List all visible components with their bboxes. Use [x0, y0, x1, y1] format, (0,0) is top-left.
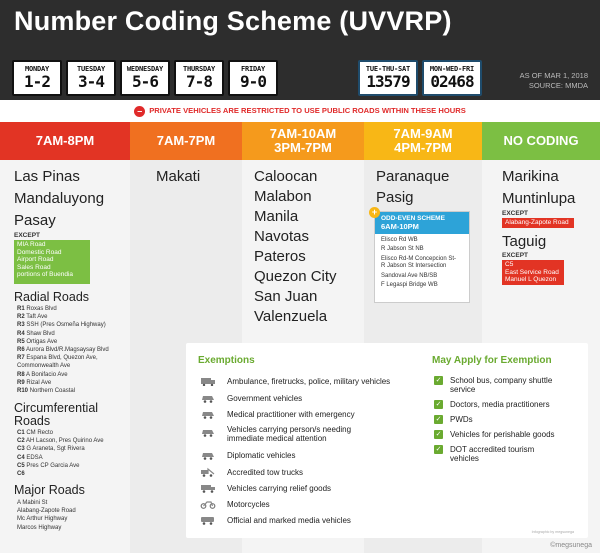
- except-label: EXCEPT: [502, 252, 529, 259]
- except-label: EXCEPT: [502, 210, 529, 217]
- major-roads-list: [17, 499, 76, 532]
- road-item: [17, 305, 109, 313]
- exemption-item: Medical practitioner with emergency: [227, 410, 355, 419]
- city: Makati: [156, 168, 201, 185]
- road-code: R6: [17, 347, 25, 354]
- exemptions-title: Exemptions: [198, 355, 255, 366]
- road-code: C2: [17, 438, 25, 445]
- plate-tuesday: [66, 60, 116, 96]
- source-note: Infographic by megsunega: [531, 530, 574, 534]
- road-item: [17, 354, 109, 362]
- warning-text: PRIVATE VEHICLES ARE RESTRICTED TO USE PUBLIC ROADS WITHIN THESE HOURS: [149, 106, 466, 115]
- plate-day: WEDNESDAY: [126, 65, 164, 73]
- check-icon: ✓: [435, 377, 442, 384]
- city: Quezon City: [254, 268, 337, 285]
- column-header: [242, 122, 364, 160]
- road-item: [17, 313, 109, 321]
- road-item: [17, 387, 109, 395]
- plate-day: TUESDAY: [76, 65, 106, 73]
- exemption-item: Motorcycles: [227, 500, 270, 509]
- column-header: [482, 122, 600, 160]
- government-car-icon: [200, 393, 216, 403]
- road-item: [17, 321, 109, 329]
- odd-even-road-line: Elisco Rd-M Concepcion St-: [381, 255, 457, 262]
- city: Pasay: [14, 212, 56, 229]
- diplomatic-car-icon: [200, 450, 216, 460]
- exemption-item: Vehicles carrying person/s needing: [227, 425, 352, 434]
- exception-road: Manuel L Quezon: [505, 276, 557, 284]
- exception-road: Alabang-Zapote Road: [505, 219, 569, 226]
- exemptions-panel: [186, 343, 588, 538]
- patient-car-icon: [200, 427, 216, 437]
- exception-road: portions of Buendia: [17, 271, 74, 279]
- city: San Juan: [254, 288, 318, 305]
- road-name: Espana Blvd, Quezon Ave,: [26, 355, 98, 362]
- road-code: C1: [17, 430, 25, 436]
- road-item: [17, 454, 104, 462]
- column-header-label-2: 4PM-7PM: [394, 140, 452, 155]
- ambulance-icon: [200, 376, 216, 386]
- road-code: C3: [17, 446, 25, 453]
- exemption-item: Official and marked media vehicles: [227, 516, 351, 525]
- plus-icon: +: [369, 207, 380, 218]
- column-header: [364, 122, 482, 160]
- road-item: [17, 379, 109, 387]
- plate-day: MONDAY: [24, 65, 50, 73]
- odd-even-header: [375, 212, 469, 234]
- city: Mandaluyong: [14, 190, 105, 207]
- road-item: [17, 346, 109, 354]
- relief-truck-icon: [200, 483, 216, 493]
- odd-even-roads: [375, 234, 469, 294]
- source-text: SOURCE: MMDA: [528, 81, 588, 90]
- warning-bar: [0, 100, 600, 122]
- exception-box: [502, 218, 574, 228]
- radial-roads-list: [17, 305, 109, 395]
- header: [0, 0, 600, 100]
- road-code: R8: [17, 371, 25, 378]
- exception-road: C5: [505, 261, 514, 268]
- exemption-item: Government vehicles: [227, 394, 303, 403]
- odd-even-road: R Jabson St NB: [381, 246, 424, 253]
- column-header-label: 7AM-10AM: [269, 126, 337, 141]
- plate-digits: 7-8: [186, 72, 212, 91]
- circumferential-roads-title: [14, 402, 98, 428]
- road-item: [17, 338, 109, 346]
- plate-friday: [228, 60, 278, 96]
- may-apply-item: Vehicles for perishable goods: [450, 430, 555, 439]
- road-name: Northern Coastal: [29, 388, 76, 395]
- plate-digits: 02468: [430, 72, 474, 91]
- city: Manila: [254, 208, 299, 225]
- plate-day: THURSDAY: [182, 65, 216, 73]
- road-name: Pres CP Garcia Ave: [26, 462, 80, 469]
- as-of-date: AS OF MAR 1, 2018: [519, 71, 588, 80]
- circumferential-roads-list: [17, 429, 104, 478]
- circ-title-line: Circumferential: [14, 401, 99, 415]
- road-item: Alabang-Zapote Road: [17, 508, 76, 515]
- road-name: Shaw Blvd: [26, 330, 55, 337]
- road-item: A Mabini St: [17, 500, 48, 506]
- city: Pateros: [254, 248, 306, 265]
- exception-road: MIA Road: [17, 241, 46, 248]
- road-code: R4: [17, 330, 25, 337]
- city: Taguig: [502, 233, 547, 250]
- odd-even-road: [381, 256, 463, 271]
- media-van-icon: [200, 515, 216, 525]
- column-header-label: 7AM-8PM: [35, 133, 95, 148]
- road-code: R1: [17, 306, 25, 312]
- city: Marikina: [502, 168, 559, 185]
- road-name: G Araneta, Sgt Rivera: [26, 446, 85, 453]
- odd-even-road-line: R Jabson St Intersection: [381, 263, 447, 270]
- plate-odd: [358, 60, 418, 96]
- odd-even-road: Elisco Rd WB: [381, 237, 418, 243]
- exemption-item: Ambulance, firetrucks, police, military vehicles: [227, 377, 391, 386]
- city: Navotas: [254, 228, 310, 245]
- page-title: Number Coding Scheme (UVVRP): [14, 6, 452, 36]
- plate-digits: 9-0: [240, 72, 266, 91]
- exemption-item: Accredited tow trucks: [227, 468, 304, 477]
- road-item: [17, 470, 104, 478]
- odd-even-road: F Legaspi Bridge WB: [381, 282, 438, 289]
- except-label: EXCEPT: [14, 232, 41, 239]
- column-header-label: NO CODING: [503, 133, 579, 148]
- exception-box: [14, 240, 90, 284]
- check-icon: ✓: [435, 431, 442, 438]
- plate-even: [422, 60, 482, 96]
- road-code: R10: [17, 388, 29, 395]
- road-name: AH Lacson, Pres Quirino Ave: [26, 438, 104, 445]
- city: Valenzuela: [254, 308, 328, 325]
- exemption-item: Diplomatic vehicles: [227, 451, 296, 460]
- road-code: R7: [17, 355, 25, 362]
- credit: ©megsunega: [550, 542, 592, 549]
- column-header-label: 7AM-7PM: [156, 133, 216, 148]
- plate-digits: 5-6: [132, 72, 158, 91]
- check-icon: ✓: [435, 416, 442, 423]
- plate-thursday: [174, 60, 224, 96]
- road-item: [17, 437, 104, 445]
- road-name: SSH (Pres Osmeña Highway): [26, 322, 106, 329]
- plate-day: TUE-THU-SAT: [365, 65, 411, 73]
- road-item: [17, 371, 109, 379]
- road-item: [17, 462, 104, 470]
- column-header-label-2: 3PM-7PM: [274, 140, 332, 155]
- no-entry-icon: –: [134, 106, 145, 117]
- road-name: Roxas Blvd: [26, 306, 57, 312]
- road-name: Rizal Ave: [26, 379, 52, 386]
- plate-digits: 1-2: [24, 72, 50, 91]
- motorcycle-icon: [200, 499, 216, 509]
- road-name: Aurora Blvd/R.Magsaysay Blvd: [26, 347, 109, 354]
- road-name: Commonwealth Ave: [17, 363, 71, 370]
- may-apply-text: DOT accredited tourism: [450, 445, 535, 454]
- plate-digits: 3-4: [78, 72, 104, 91]
- tow-truck-icon: [200, 467, 216, 477]
- road-code: R2: [17, 314, 25, 321]
- medical-car-icon: [200, 409, 216, 419]
- road-item: [17, 445, 104, 453]
- exemption-item: Vehicles carrying relief goods: [227, 484, 332, 493]
- road-item: Mc Arthur Highway: [17, 516, 68, 523]
- road-code: C6: [17, 471, 25, 478]
- road-item: [17, 330, 109, 338]
- road-code: R9: [17, 379, 25, 386]
- exception-road: East Service Road: [505, 268, 559, 276]
- road-code: R3: [17, 322, 25, 329]
- odd-even-scheme-box: [371, 207, 470, 303]
- city: Caloocan: [254, 168, 318, 185]
- road-code: R5: [17, 338, 25, 345]
- odd-even-hours: 6AM-10PM: [381, 222, 419, 231]
- road-item: Marcos Highway: [17, 524, 62, 531]
- city: Muntinlupa: [502, 190, 576, 207]
- plate-monday: [12, 60, 62, 96]
- road-item: [17, 429, 104, 437]
- plate-digits: 13579: [366, 72, 410, 91]
- check-icon: ✓: [435, 401, 442, 408]
- plate-wednesday: [120, 60, 170, 96]
- road-code: C4: [17, 454, 25, 461]
- city: Paranaque: [376, 168, 450, 185]
- may-apply-text-2: service: [450, 385, 476, 394]
- may-apply-item: PWDs: [450, 415, 473, 424]
- major-roads-title: Major Roads: [14, 483, 85, 497]
- exemption-item-continued: immediate medical attention: [227, 434, 327, 443]
- exception-box: [502, 260, 564, 285]
- as-of-note: [520, 71, 588, 91]
- exception-road: Sales Road: [17, 263, 51, 271]
- city: Pasig: [376, 189, 414, 206]
- plate-day: FRIDAY: [240, 65, 266, 73]
- column-header-label: 7AM-9AM: [393, 126, 453, 141]
- may-apply-item: [450, 445, 534, 463]
- may-apply-text: School bus, company shuttle: [450, 376, 553, 385]
- radial-roads-title: Radial Roads: [14, 290, 90, 304]
- road-name: CM Recto: [26, 430, 54, 436]
- check-icon: ✓: [435, 446, 442, 453]
- odd-even-title: ODD-EVEN SCHEME: [381, 215, 445, 222]
- may-apply-title: May Apply for Exemption: [432, 355, 552, 366]
- road-code: C5: [17, 462, 25, 469]
- may-apply-text-2: vehicles: [450, 454, 479, 463]
- exception-road: Domestic Road: [17, 248, 62, 256]
- may-apply-item: Doctors, media practitioners: [450, 400, 550, 409]
- road-name: A Bonifacio Ave: [26, 371, 68, 378]
- may-apply-item: [450, 376, 552, 394]
- city: Las Pinas: [14, 168, 80, 185]
- plate-day: MON-WED-FRI: [429, 65, 475, 73]
- road-name: Taft Ave: [26, 314, 48, 321]
- road-item: [17, 362, 109, 370]
- column-header: [0, 122, 130, 160]
- road-name: Ortigas Ave: [26, 338, 58, 345]
- city: Malabon: [254, 188, 312, 205]
- road-name: EDSA: [26, 454, 43, 461]
- column-header: [130, 122, 242, 160]
- exception-road: Airport Road: [17, 256, 54, 264]
- odd-even-road: Sandoval Ave NB/SB: [381, 272, 438, 279]
- circ-title-line: Roads: [14, 414, 51, 428]
